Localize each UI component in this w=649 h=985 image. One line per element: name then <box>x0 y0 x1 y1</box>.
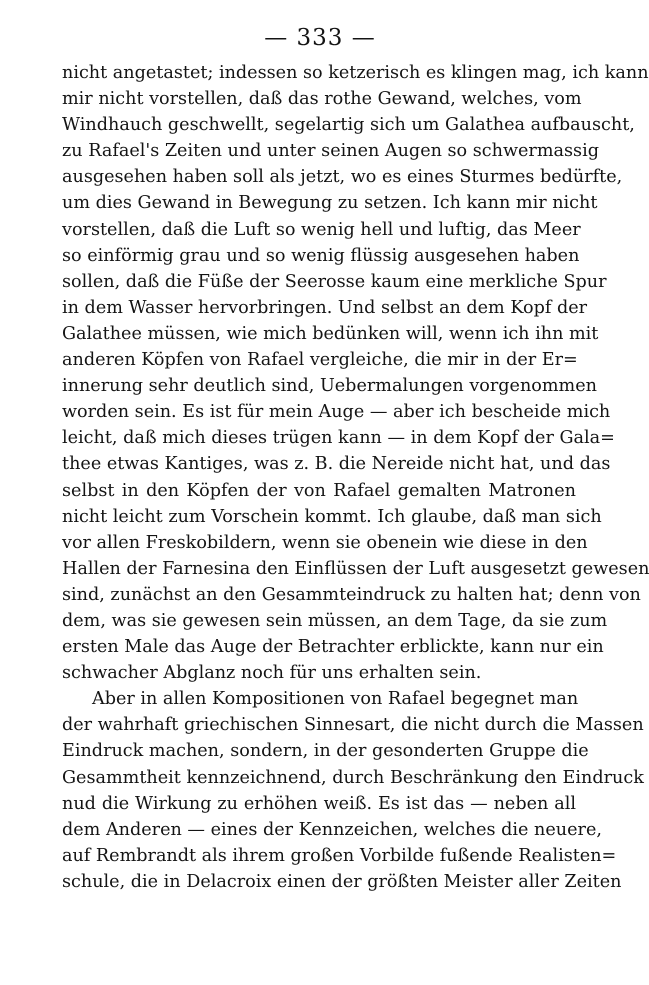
text-line: anderen Köpfen von Rafael vergleiche, die mir in der Er= <box>62 350 578 371</box>
text-line: mir nicht vorstellen, daß das rothe Gewand, welches, vom <box>62 89 582 110</box>
text-line: vor allen Freskobildern, wenn sie obenein wie diese in den <box>62 532 588 553</box>
paragraph-2 <box>62 686 644 895</box>
text-line: ersten Male das Auge der Betrachter erblickte, kann nur ein <box>62 637 604 658</box>
text-line: Eindruck machen, sondern, in der gesonderten Gruppe die <box>62 741 589 762</box>
text-line: innerung sehr deutlich sind, Uebermalungen vorgenommen <box>62 376 597 397</box>
text-line: ausgesehen haben soll als jetzt, wo es eines Sturmes bedürfte, <box>62 167 623 188</box>
text-line: in dem Wasser hervorbringen. Und selbst an dem Kopf der <box>62 297 588 318</box>
text-line: Windhauch geschwellt, segelartig sich um Galathea aufbauscht, <box>62 115 635 136</box>
text-line: um dies Gewand in Bewegung zu setzen. Ich kann mir nicht <box>62 193 598 214</box>
text-line: Gesammtheit kennzeichnend, durch Beschränkung den Eindruck <box>62 767 644 788</box>
text-line: nicht leicht zum Vorschein kommt. Ich glaube, daß man sich <box>62 506 602 527</box>
text-line: nud die Wirkung zu erhöhen weiß. Es ist das — neben all <box>62 793 576 814</box>
text-line: thee etwas Kantiges, was z. B. die Nereide nicht hat, und das <box>62 454 611 475</box>
text-line: Galathee müssen, wie mich bedünken will, wenn ich ihn mit <box>62 323 599 344</box>
text-line: nicht angetastet; indessen so ketzerisch es klingen mag, ich kann <box>62 63 649 83</box>
text-line: auf Rembrandt als ihrem großen Vorbilde fußende Realisten= <box>62 845 617 866</box>
text-line: leicht, daß mich dieses trügen kann — in dem Kopf der Gala= <box>62 428 615 449</box>
text-line: vorstellen, daß die Luft so wenig hell und luftig, das Meer <box>62 219 581 240</box>
text-line: der wahrhaft griechischen Sinnesart, die nicht durch die Massen <box>62 715 644 736</box>
text-line: schwacher Abglanz noch für uns erhalten sein. <box>62 663 482 684</box>
text-line: Hallen der Farnesina den Einflüssen der Luft ausgesetzt gewesen <box>62 558 649 579</box>
paragraph-1 <box>62 60 649 686</box>
body-text <box>62 60 649 895</box>
text-line: dem Anderen — eines der Kennzeichen, welches die neuere, <box>62 819 602 840</box>
text-line: sind, zunächst an den Gesammteindruck zu halten hat; denn von <box>62 584 641 605</box>
text-line: dem, was sie gewesen sein müssen, an dem Tage, da sie zum <box>62 610 608 631</box>
page-number: — 333 — <box>264 25 376 51</box>
text-line: sollen, daß die Füße der Seerosse kaum eine merkliche Spur <box>62 271 607 292</box>
text-line: selbst in den Köpfen der von Rafael gemalten Matronen <box>62 480 576 501</box>
text-line: schule, die in Delacroix einen der größten Meister aller Zeiten <box>62 871 622 892</box>
text-line: so einförmig grau und so wenig flüssig ausgesehen haben <box>62 245 580 266</box>
text-line: zu Rafael's Zeiten und unter seinen Augen so schwermassig <box>62 141 599 162</box>
text-line: Aber in allen Kompositionen von Rafael begegnet man <box>92 689 579 710</box>
text-line: worden sein. Es ist für mein Auge — aber ich bescheide mich <box>62 402 611 423</box>
